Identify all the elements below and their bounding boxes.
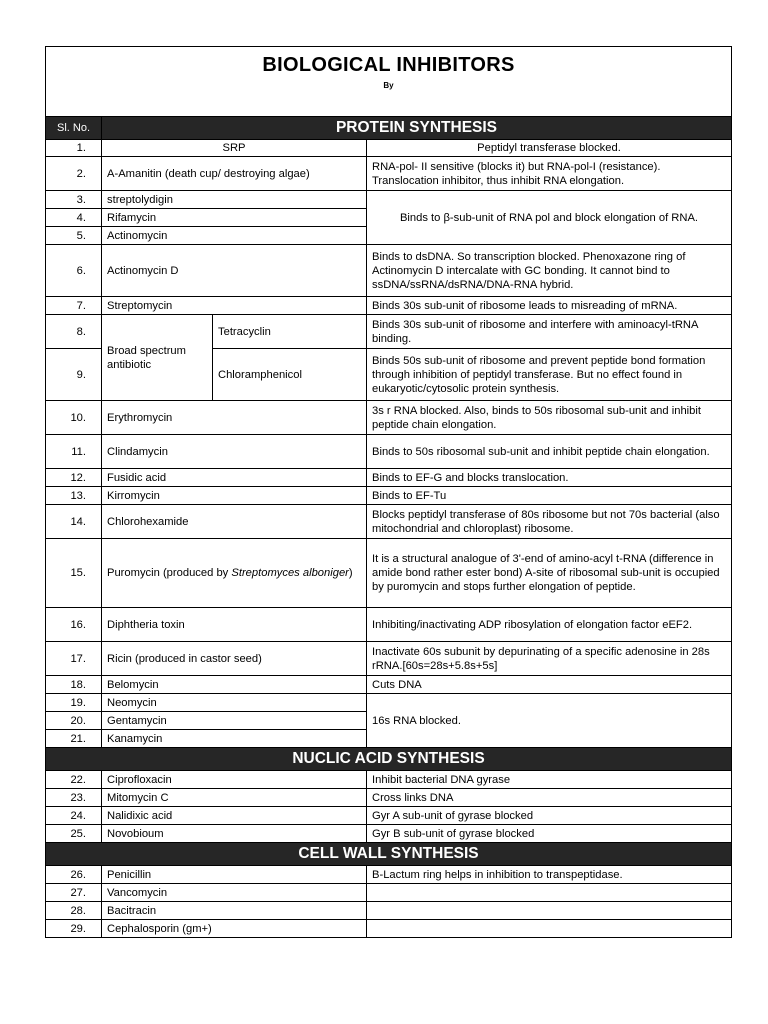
category-broad-spectrum: Broad spectrum antibiotic [102, 315, 213, 401]
inhibitor-description: Binds to 50s ribosomal sub-unit and inhibit peptide chain elongation. [367, 435, 732, 469]
inhibitor-name: Fusidic acid [102, 469, 367, 487]
table-row [46, 401, 732, 435]
inhibitor-description: Binds to β-sub-unit of RNA pol and block elongation of RNA. [367, 191, 732, 245]
inhibitor-description: RNA-pol- II sensitive (blocks it) but RNA-pol-I (resistance). Translocation inhibitor, thus inhibit RNA elongation. [367, 157, 732, 191]
row-number: 11. [46, 435, 102, 469]
table-row [46, 771, 732, 789]
table-row [46, 297, 732, 315]
species-name: Streptomyces alboniger [231, 567, 349, 579]
inhibitor-name: Streptomycin [102, 297, 367, 315]
inhibitor-name: Ciprofloxacin [102, 771, 367, 789]
inhibitor-name: Rifamycin [102, 209, 367, 227]
table-row [46, 608, 732, 642]
inhibitor-name: Mitomycin C [102, 789, 367, 807]
table-row [46, 676, 732, 694]
inhibitor-description: 16s RNA blocked. [367, 694, 732, 748]
inhibitor-name: Neomycin [102, 694, 367, 712]
table-row [46, 505, 732, 539]
inhibitor-description: Peptidyl transferase blocked. [367, 140, 732, 157]
table-row [46, 539, 732, 608]
inhibitor-name: Gentamycin [102, 712, 367, 730]
row-number: 22. [46, 771, 102, 789]
inhibitor-description: Binds to EF-G and blocks translocation. [367, 469, 732, 487]
inhibitor-name: Clindamycin [102, 435, 367, 469]
inhibitor-name: Belomycin [102, 676, 367, 694]
table-row [46, 807, 732, 825]
inhibitor-name: Nalidixic acid [102, 807, 367, 825]
row-number: 19. [46, 694, 102, 712]
row-number: 23. [46, 789, 102, 807]
inhibitor-description: Blocks peptidyl transferase of 80s ribosome but not 70s bacterial (also mitochondrial and chloroplast) ribosome. [367, 505, 732, 539]
inhibitor-name: Penicillin [102, 866, 367, 884]
row-number: 13. [46, 487, 102, 505]
row-number: 27. [46, 884, 102, 902]
row-number: 25. [46, 825, 102, 843]
table-row [46, 866, 732, 884]
inhibitor-name: Cephalosporin (gm+) [102, 920, 367, 938]
table-row [46, 694, 732, 712]
row-number: 17. [46, 642, 102, 676]
row-number: 2. [46, 157, 102, 191]
table-row [46, 469, 732, 487]
table-row [46, 884, 732, 902]
inhibitor-name: Kirromycin [102, 487, 367, 505]
document-page [45, 46, 731, 938]
inhibitor-name: A-Amanitin (death cup/ destroying algae) [102, 157, 367, 191]
inhibitor-description: Inactivate 60s subunit by depurinating of a specific adenosine in 28s rRNA.[60s=28s+5.8s+5s] [367, 642, 732, 676]
inhibitor-description [367, 902, 732, 920]
inhibitor-name: SRP [102, 140, 367, 157]
name-text: Puromycin (produced by [107, 567, 232, 579]
inhibitor-description: Cross links DNA [367, 789, 732, 807]
inhibitor-description: Cuts DNA [367, 676, 732, 694]
inhibitor-description: Binds 50s sub-unit of ribosome and prevent peptide bond formation through inhibition of peptidyl transferase. But no effect found in eukaryotic/cytosolic protein synthesis. [367, 349, 732, 401]
title-row [46, 47, 732, 117]
inhibitor-name [102, 539, 367, 608]
table-row [46, 825, 732, 843]
row-number: 6. [46, 245, 102, 297]
row-number: 9. [46, 349, 102, 401]
row-number: 7. [46, 297, 102, 315]
row-number: 8. [46, 315, 102, 349]
inhibitor-name: Vancomycin [102, 884, 367, 902]
inhibitor-description: Gyr A sub-unit of gyrase blocked [367, 807, 732, 825]
table-row [46, 157, 732, 191]
row-number: 1. [46, 140, 102, 157]
table-row [46, 487, 732, 505]
row-number: 15. [46, 539, 102, 608]
inhibitor-description: Binds 30s sub-unit of ribosome leads to misreading of mRNA. [367, 297, 732, 315]
inhibitor-name: Actinomycin [102, 227, 367, 245]
table-row [46, 191, 732, 209]
inhibitor-name: Actinomycin D [102, 245, 367, 297]
inhibitor-description: Gyr B sub-unit of gyrase blocked [367, 825, 732, 843]
inhibitor-name: Chloramphenicol [213, 349, 367, 401]
row-number: 4. [46, 209, 102, 227]
inhibitor-name: streptolydigin [102, 191, 367, 209]
section-title-nucleic: NUCLIC ACID SYNTHESIS [46, 748, 732, 771]
inhibitors-table [45, 46, 732, 938]
title-cell [46, 47, 732, 117]
inhibitor-name: Kanamycin [102, 730, 367, 748]
sl-no-header: Sl. No. [46, 117, 102, 140]
inhibitor-description: B-Lactum ring helps in inhibition to transpeptidase. [367, 866, 732, 884]
row-number: 10. [46, 401, 102, 435]
inhibitor-description [367, 920, 732, 938]
inhibitor-name: Diphtheria toxin [102, 608, 367, 642]
section-header-nucleic [46, 748, 732, 771]
row-number: 14. [46, 505, 102, 539]
table-row [46, 789, 732, 807]
inhibitor-description: Binds to dsDNA. So transcription blocked. Phenoxazone ring of Actinomycin D intercalate with GC bonding. It cannot bind to ssDNA/ssRNA/dsRNA/DNA-RNA hybrid. [367, 245, 732, 297]
inhibitor-name: Novobioum [102, 825, 367, 843]
row-number: 20. [46, 712, 102, 730]
inhibitor-name: Tetracyclin [213, 315, 367, 349]
table-row [46, 140, 732, 157]
inhibitor-description: Inhibit bacterial DNA gyrase [367, 771, 732, 789]
row-number: 12. [46, 469, 102, 487]
document-byline: By [383, 81, 394, 90]
row-number: 18. [46, 676, 102, 694]
inhibitor-name: Chlorohexamide [102, 505, 367, 539]
row-number: 3. [46, 191, 102, 209]
section-header-cell-wall [46, 843, 732, 866]
inhibitor-description [367, 884, 732, 902]
inhibitor-description: 3s r RNA blocked. Also, binds to 50s ribosomal sub-unit and inhibit peptide chain elongation. [367, 401, 732, 435]
section-header-protein [46, 117, 732, 140]
table-row [46, 920, 732, 938]
row-number: 29. [46, 920, 102, 938]
row-number: 26. [46, 866, 102, 884]
row-number: 16. [46, 608, 102, 642]
section-title-cell-wall: CELL WALL SYNTHESIS [46, 843, 732, 866]
row-number: 24. [46, 807, 102, 825]
row-number: 28. [46, 902, 102, 920]
inhibitor-name: Ricin (produced in castor seed) [102, 642, 367, 676]
row-number: 5. [46, 227, 102, 245]
row-number: 21. [46, 730, 102, 748]
table-row [46, 315, 732, 349]
name-text-end: ) [348, 567, 353, 579]
inhibitor-description: It is a structural analogue of 3'-end of amino-acyl t-RNA (difference in amide bond rather ester bond) A-site of ribosomal sub-unit is occupied by puromycin and stops further elongation of peptide. [367, 539, 732, 608]
section-title-protein: PROTEIN SYNTHESIS [102, 117, 732, 140]
table-row [46, 435, 732, 469]
inhibitor-name: Bacitracin [102, 902, 367, 920]
inhibitor-description: Binds 30s sub-unit of ribosome and interfere with aminoacyl-tRNA binding. [367, 315, 732, 349]
inhibitor-name: Erythromycin [102, 401, 367, 435]
inhibitor-description: Inhibiting/inactivating ADP ribosylation of elongation factor eEF2. [367, 608, 732, 642]
table-row [46, 642, 732, 676]
table-row [46, 902, 732, 920]
document-title: BIOLOGICAL INHIBITORS [262, 54, 515, 76]
inhibitor-description: Binds to EF-Tu [367, 487, 732, 505]
table-row [46, 245, 732, 297]
